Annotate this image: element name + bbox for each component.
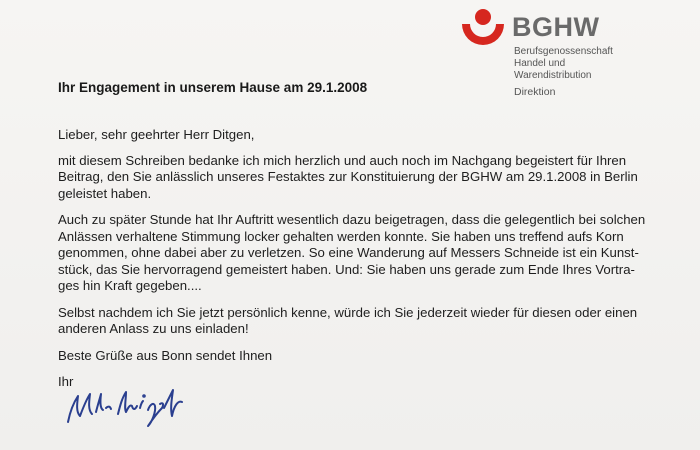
closing-word: Ihr [58, 374, 74, 389]
paragraph [58, 153, 658, 203]
logo-subtitle-line: Warendistribution [514, 70, 592, 81]
text-line: Auch zu später Stunde hat Ihr Auftritt wesentlich dazu beigetragen, dass die gelegentlich bei solchen [58, 212, 646, 227]
logo-subtitle-line: Berufsgenossenschaft [514, 46, 613, 57]
logo-subtitle [514, 46, 654, 82]
text-line: anderen Anlass zu uns einladen! [58, 321, 249, 336]
letter-subject: Ihr Engagement in unserem Hause am 29.1.2008 [58, 80, 368, 95]
handwritten-signature-icon [60, 382, 190, 428]
logo-name: BGHW [512, 12, 600, 42]
logo-subtitle-line: Handel und [514, 58, 566, 69]
closing-line: Beste Grüße aus Bonn sendet Ihnen [58, 347, 273, 363]
salutation: Lieber, sehr geehrter Herr Ditgen, [58, 127, 255, 142]
department-label: Direktion [514, 86, 556, 98]
text-line: stück, das Sie hervorragend gemeistert haben. Und: Sie haben uns gerade zum Ende Ihres Vortra- [58, 261, 635, 277]
paragraph [58, 305, 658, 338]
bghw-logo [460, 6, 690, 86]
text-line: Selbst nachdem ich Sie jetzt persönlich kenne, würde ich Sie jederzeit wieder für diesen oder einen [58, 304, 638, 320]
text-line: geleistet haben. [58, 185, 152, 201]
text-line: ges hin Kraft gegeben.... [58, 278, 202, 293]
paragraph [58, 212, 658, 295]
letter-body [58, 127, 658, 391]
text-line: Beitrag, den Sie anlässlich unseres Festaktes zur Konstituierung der BGHW am 29.1.2008 in Berlin [58, 169, 638, 184]
text-line: Anlässen verhaltene Stimmung locker gehalten werden konnte. Sie haben uns treffend aufs Korn [58, 228, 624, 244]
text-line: mit diesem Schreiben bedanke ich mich herzlich und auch noch im Nachgang begeistert für Ihren [58, 152, 627, 168]
bghw-logo-mark-icon [460, 6, 506, 52]
text-line: genommen, ohne dabei aber zu verletzen. So eine Wanderung auf Messers Schneide ist ein Kunst- [58, 245, 639, 260]
